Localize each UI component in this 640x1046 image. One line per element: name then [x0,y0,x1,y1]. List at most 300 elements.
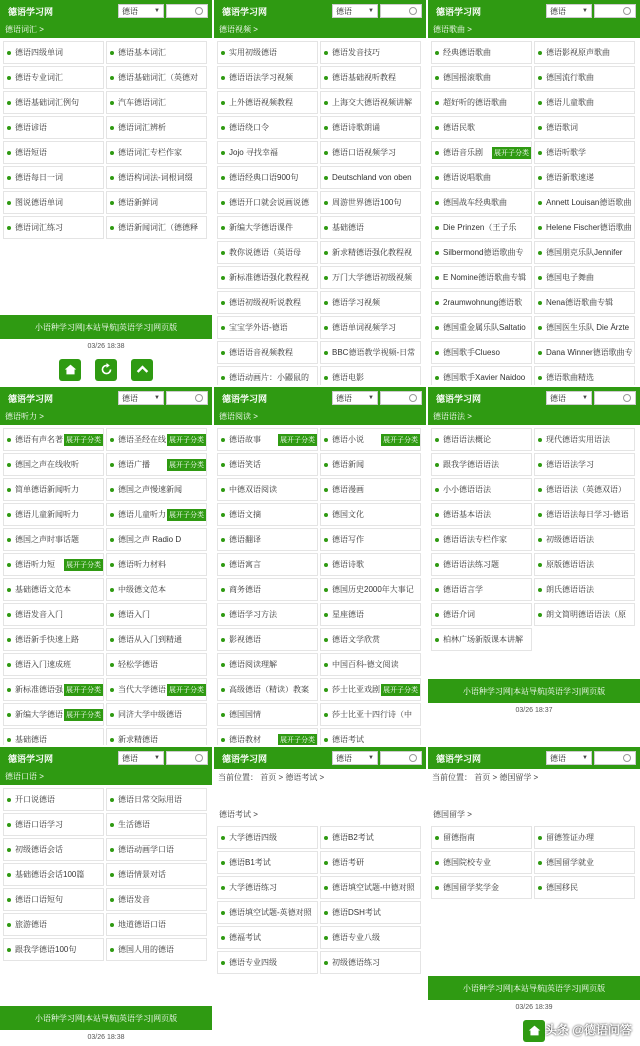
list-item[interactable] [320,851,423,876]
list-item[interactable] [534,91,637,116]
list-item[interactable] [320,653,423,678]
list-item[interactable] [217,166,320,191]
list-item-link[interactable] [431,366,532,385]
list-item-link[interactable] [320,341,421,364]
list-item-link[interactable] [320,291,421,314]
section-title[interactable]: 德语视频 > [214,22,426,38]
search-input[interactable] [594,751,636,765]
footer-link[interactable]: 小语种学习网 [462,686,511,696]
footer-link[interactable]: 小语种学习网 [34,322,83,332]
list-item[interactable] [431,191,534,216]
list-item[interactable] [534,116,637,141]
footer-link[interactable]: 网页版 [581,686,606,696]
list-item-link[interactable] [106,813,207,836]
list-item[interactable] [534,528,637,553]
list-item[interactable] [534,216,637,241]
search-input[interactable] [380,751,422,765]
list-item[interactable] [217,66,320,91]
list-item-link[interactable] [431,603,532,626]
list-item[interactable] [106,528,209,553]
list-item-link[interactable] [217,41,318,64]
list-item-link[interactable] [3,66,104,89]
list-item-link[interactable] [217,478,318,501]
list-item-link[interactable] [534,266,635,289]
section-title[interactable]: 德语语法 > [428,409,640,425]
list-item[interactable] [106,838,209,863]
list-item[interactable] [217,453,320,478]
list-item-link[interactable] [106,728,207,745]
list-item-link[interactable] [320,91,421,114]
list-item[interactable] [3,116,106,141]
list-item[interactable] [320,91,423,116]
list-item-link[interactable] [217,141,318,164]
section-title[interactable]: 德语歌曲 > [428,22,640,38]
list-item-link[interactable] [217,851,318,874]
search-icon[interactable] [195,754,203,762]
list-item[interactable] [217,141,320,166]
list-item[interactable] [106,728,209,745]
list-item-link[interactable] [320,901,421,924]
footer-link[interactable]: 网页版 [153,1013,178,1023]
search-input[interactable] [166,4,208,18]
list-item[interactable] [3,888,106,913]
list-item[interactable] [320,341,423,366]
list-item[interactable] [431,628,534,653]
site-logo[interactable]: 德语学习网 [8,753,54,764]
language-select[interactable] [546,391,592,405]
list-item[interactable] [106,66,209,91]
list-item[interactable] [431,41,534,66]
list-item[interactable] [217,41,320,66]
search-input[interactable] [380,4,422,18]
list-item-link[interactable] [431,528,532,551]
list-item[interactable] [534,291,637,316]
site-logo[interactable]: 德语学习网 [8,393,54,404]
search-icon[interactable] [409,754,417,762]
footer-link[interactable]: 本站导航 [512,983,545,993]
list-item-link[interactable] [3,703,104,726]
search-icon[interactable] [195,7,203,15]
list-item-link[interactable] [534,141,635,164]
list-item-link[interactable] [217,528,318,551]
footer-link[interactable]: 小语种学习网 [34,1013,83,1023]
list-item-link[interactable] [217,191,318,214]
list-item-link[interactable] [320,876,421,899]
list-item[interactable] [106,91,209,116]
list-item[interactable] [106,813,209,838]
list-item[interactable] [106,141,209,166]
list-item-link[interactable] [217,216,318,239]
expand-subcategory-button[interactable]: 展开子分类 [64,434,103,446]
list-item[interactable] [320,826,423,851]
list-item-link[interactable] [3,813,104,836]
list-item-link[interactable] [534,851,635,874]
list-item[interactable] [106,41,209,66]
list-item-link[interactable] [3,116,104,139]
list-item[interactable] [534,603,637,628]
list-item[interactable] [431,528,534,553]
list-item-link[interactable] [217,366,318,385]
home-button[interactable] [523,1020,545,1042]
list-item-link[interactable] [217,578,318,601]
list-item[interactable] [3,528,106,553]
list-item-link[interactable] [431,341,532,364]
list-item[interactable] [534,266,637,291]
expand-subcategory-button[interactable]: 展开子分类 [278,734,317,745]
expand-subcategory-button[interactable]: 展开子分类 [492,147,531,159]
list-item[interactable] [534,341,637,366]
list-item-link[interactable] [217,628,318,651]
list-item[interactable] [320,478,423,503]
list-item-link[interactable] [3,678,104,701]
list-item[interactable] [534,141,637,166]
home-button[interactable] [59,359,81,381]
list-item[interactable] [3,703,106,728]
list-item-link[interactable] [431,41,532,64]
expand-subcategory-button[interactable]: 展开子分类 [167,684,206,696]
list-item-link[interactable] [106,578,207,601]
list-item-link[interactable] [3,528,104,551]
list-item[interactable] [320,876,423,901]
list-item[interactable] [431,66,534,91]
list-item-link[interactable] [320,66,421,89]
expand-subcategory-button[interactable]: 展开子分类 [278,434,317,446]
search-input[interactable] [166,391,208,405]
list-item[interactable] [431,851,534,876]
list-item[interactable] [320,366,423,385]
list-item[interactable] [431,578,534,603]
list-item-link[interactable] [217,241,318,264]
list-item[interactable] [431,141,534,166]
list-item[interactable] [3,628,106,653]
list-item-link[interactable] [534,91,635,114]
list-item[interactable] [534,851,637,876]
list-item-link[interactable] [431,428,532,451]
list-item[interactable] [3,453,106,478]
list-item[interactable] [106,653,209,678]
list-item-link[interactable] [320,951,421,974]
list-item[interactable] [217,703,320,728]
list-item[interactable] [106,216,209,241]
list-item[interactable] [217,553,320,578]
list-item[interactable] [3,91,106,116]
list-item-link[interactable] [217,703,318,726]
list-item-link[interactable] [217,951,318,974]
list-item-link[interactable] [320,316,421,339]
list-item-link[interactable] [217,453,318,476]
list-item-link[interactable] [3,913,104,936]
list-item[interactable] [320,41,423,66]
list-item[interactable] [534,66,637,91]
list-item-link[interactable] [106,191,207,214]
list-item-link[interactable] [320,141,421,164]
list-item[interactable] [217,91,320,116]
list-item[interactable] [106,913,209,938]
list-item[interactable] [320,453,423,478]
list-item-link[interactable] [106,166,207,189]
list-item[interactable] [3,478,106,503]
list-item-link[interactable] [217,166,318,189]
list-item[interactable] [320,266,423,291]
list-item-link[interactable] [3,503,104,526]
list-item[interactable] [431,428,534,453]
list-item[interactable] [431,316,534,341]
list-item[interactable] [534,478,637,503]
list-item-link[interactable] [106,116,207,139]
list-item-link[interactable] [106,66,207,89]
list-item[interactable] [217,291,320,316]
list-item-link[interactable] [106,788,207,811]
list-item[interactable] [106,863,209,888]
list-item-link[interactable] [217,266,318,289]
list-item-link[interactable] [3,428,104,451]
list-item-link[interactable] [106,653,207,676]
list-item[interactable] [534,166,637,191]
list-item-link[interactable] [106,428,207,451]
list-item-link[interactable] [217,291,318,314]
expand-subcategory-button[interactable]: 展开子分类 [64,684,103,696]
list-item[interactable] [534,191,637,216]
search-input[interactable] [166,751,208,765]
list-item-link[interactable] [106,478,207,501]
site-logo[interactable]: 德语学习网 [436,393,482,404]
list-item-link[interactable] [320,503,421,526]
list-item-link[interactable] [106,41,207,64]
list-item[interactable] [217,478,320,503]
list-item[interactable] [106,628,209,653]
list-item-link[interactable] [217,316,318,339]
list-item[interactable] [106,703,209,728]
list-item[interactable] [217,603,320,628]
list-item[interactable] [320,216,423,241]
list-item[interactable] [320,678,423,703]
list-item-link[interactable] [3,788,104,811]
list-item[interactable] [3,428,106,453]
search-icon[interactable] [409,394,417,402]
list-item-link[interactable] [320,116,421,139]
list-item-link[interactable] [534,216,635,239]
list-item-link[interactable] [534,291,635,314]
list-item-link[interactable] [534,191,635,214]
list-item[interactable] [431,366,534,385]
list-item[interactable] [431,116,534,141]
list-item[interactable] [534,41,637,66]
list-item-link[interactable] [431,191,532,214]
list-item[interactable] [106,553,209,578]
list-item-link[interactable] [431,141,532,164]
list-item[interactable] [320,66,423,91]
list-item[interactable] [320,166,423,191]
list-item[interactable] [217,366,320,385]
list-item[interactable] [431,478,534,503]
list-item-link[interactable] [3,91,104,114]
list-item-link[interactable] [534,503,635,526]
list-item[interactable] [106,788,209,813]
list-item[interactable] [431,503,534,528]
list-item-link[interactable] [320,653,421,676]
list-item-link[interactable] [534,241,635,264]
list-item-link[interactable] [431,578,532,601]
list-item-link[interactable] [217,603,318,626]
list-item[interactable] [534,503,637,528]
list-item-link[interactable] [534,826,635,849]
list-item-link[interactable] [106,913,207,936]
site-logo[interactable]: 德语学习网 [436,753,482,764]
list-item[interactable] [320,553,423,578]
site-logo[interactable]: 德语学习网 [8,6,54,17]
list-item[interactable] [320,191,423,216]
list-item-link[interactable] [431,216,532,239]
list-item[interactable] [106,191,209,216]
list-item[interactable] [320,951,423,976]
list-item[interactable] [217,578,320,603]
list-item[interactable] [3,913,106,938]
list-item-link[interactable] [431,453,532,476]
list-item[interactable] [106,166,209,191]
list-item-link[interactable] [217,876,318,899]
list-item[interactable] [3,813,106,838]
list-item-link[interactable] [3,628,104,651]
list-item-link[interactable] [3,41,104,64]
list-item[interactable] [320,703,423,728]
list-item[interactable] [106,938,209,963]
list-item[interactable] [217,926,320,951]
list-item[interactable] [431,91,534,116]
list-item[interactable] [431,166,534,191]
search-icon[interactable] [195,394,203,402]
list-item[interactable] [106,428,209,453]
list-item[interactable] [217,876,320,901]
language-select[interactable] [332,4,378,18]
list-item-link[interactable] [106,141,207,164]
list-item-link[interactable] [106,453,207,476]
list-item-link[interactable] [431,241,532,264]
list-item-link[interactable] [106,553,207,576]
section-title[interactable]: 德语听力 > [0,409,212,425]
list-item-link[interactable] [534,66,635,89]
list-item-link[interactable] [431,628,532,651]
list-item[interactable] [320,291,423,316]
list-item-link[interactable] [217,341,318,364]
list-item[interactable] [431,453,534,478]
list-item-link[interactable] [217,826,318,849]
list-item[interactable] [106,478,209,503]
list-item-link[interactable] [320,478,421,501]
list-item-link[interactable] [3,603,104,626]
list-item[interactable] [3,838,106,863]
list-item-link[interactable] [534,116,635,139]
list-item[interactable] [534,578,637,603]
list-item-link[interactable] [534,876,635,899]
list-item-link[interactable] [534,366,635,385]
list-item[interactable] [320,901,423,926]
list-item-link[interactable] [106,503,207,526]
back-to-top-button[interactable] [131,359,153,381]
list-item-link[interactable] [3,453,104,476]
list-item[interactable] [431,266,534,291]
footer-link[interactable]: 本站导航 [84,1013,117,1023]
list-item[interactable] [217,503,320,528]
section-title[interactable]: 德国留学 > [428,807,640,823]
list-item-link[interactable] [106,603,207,626]
list-item[interactable] [217,678,320,703]
list-item-link[interactable] [534,528,635,551]
list-item[interactable] [3,863,106,888]
list-item-link[interactable] [106,888,207,911]
list-item[interactable] [431,216,534,241]
list-item-link[interactable] [431,66,532,89]
list-item-link[interactable] [320,453,421,476]
list-item-link[interactable] [431,478,532,501]
list-item[interactable] [3,938,106,963]
list-item-link[interactable] [217,503,318,526]
list-item-link[interactable] [320,728,421,745]
list-item[interactable] [534,826,637,851]
search-icon[interactable] [623,754,631,762]
list-item-link[interactable] [320,428,421,451]
list-item-link[interactable] [320,191,421,214]
list-item-link[interactable] [106,528,207,551]
list-item-link[interactable] [3,553,104,576]
expand-subcategory-button[interactable]: 展开子分类 [381,434,420,446]
expand-subcategory-button[interactable]: 展开子分类 [167,509,206,521]
language-select[interactable] [332,751,378,765]
list-item-link[interactable] [106,703,207,726]
search-icon[interactable] [409,7,417,15]
list-item[interactable] [534,553,637,578]
list-item-link[interactable] [217,66,318,89]
list-item[interactable] [217,241,320,266]
list-item-link[interactable] [534,478,635,501]
site-logo[interactable]: 德语学习网 [436,6,482,17]
list-item-link[interactable] [431,316,532,339]
section-title[interactable]: 德语词汇 > [0,22,212,38]
list-item-link[interactable] [320,603,421,626]
search-icon[interactable] [623,394,631,402]
language-select[interactable] [546,4,592,18]
list-item[interactable] [320,578,423,603]
list-item[interactable] [3,141,106,166]
list-item[interactable] [217,191,320,216]
list-item-link[interactable] [320,851,421,874]
section-title[interactable]: 德语口语 > [0,769,212,785]
list-item[interactable] [217,216,320,241]
list-item-link[interactable] [320,826,421,849]
list-item[interactable] [3,653,106,678]
footer-link[interactable]: 网页版 [153,322,178,332]
list-item[interactable] [106,578,209,603]
footer-link[interactable]: 英语学习 [119,322,152,332]
list-item-link[interactable] [534,341,635,364]
list-item[interactable] [320,316,423,341]
list-item[interactable] [534,876,637,901]
list-item[interactable] [217,266,320,291]
list-item[interactable] [217,428,320,453]
footer-link[interactable]: 英语学习 [119,1013,152,1023]
list-item[interactable] [217,341,320,366]
expand-subcategory-button[interactable]: 展开子分类 [64,559,103,571]
list-item-link[interactable] [106,216,207,239]
language-select[interactable] [546,751,592,765]
list-item[interactable] [320,728,423,745]
list-item-link[interactable] [431,266,532,289]
list-item-link[interactable] [320,553,421,576]
list-item-link[interactable] [106,91,207,114]
footer-link[interactable]: 小语种学习网 [462,983,511,993]
list-item-link[interactable] [431,876,532,899]
list-item-link[interactable] [217,553,318,576]
list-item[interactable] [320,428,423,453]
